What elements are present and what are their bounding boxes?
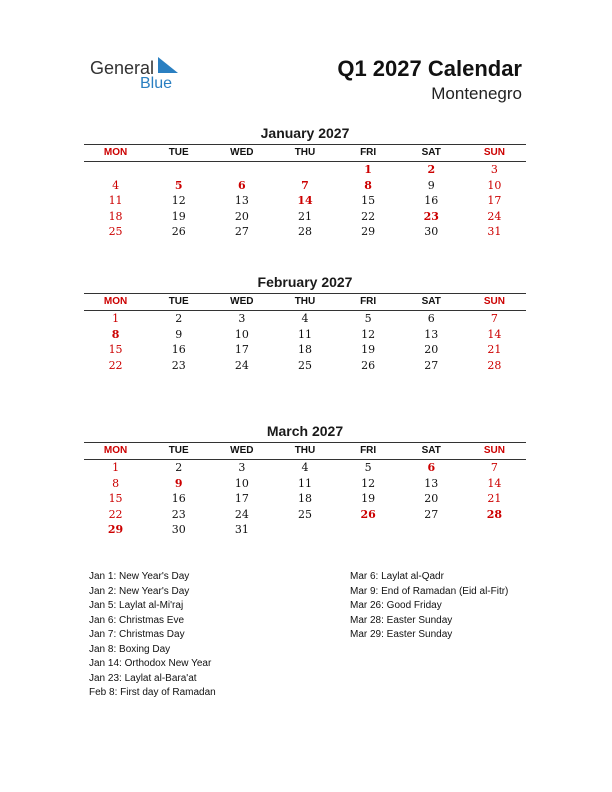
day-cell: 4 (112, 178, 120, 192)
weekday-label: SAT (421, 296, 441, 307)
day-cell: 8 (364, 178, 372, 192)
logo-triangle-icon (158, 57, 178, 73)
day-cell: 16 (171, 492, 186, 505)
holiday-list-right (350, 570, 508, 643)
day-cell: 24 (487, 209, 502, 223)
holiday-entry: Jan 1: New Year's Day (89, 571, 190, 582)
day-cell: 27 (234, 225, 249, 238)
month-title: March 2027 (266, 423, 344, 439)
day-cell: 30 (171, 523, 186, 536)
day-cell: 18 (108, 209, 123, 223)
day-cell: 9 (174, 476, 183, 490)
day-cell: 20 (234, 209, 249, 223)
day-cell: 10 (234, 476, 249, 490)
holiday-entry: Jan 14: Orthodox New Year (89, 658, 212, 669)
day-cell: 6 (427, 312, 435, 325)
empty-day-cell (210, 162, 273, 178)
day-cell: 22 (108, 358, 123, 372)
country-name: Montenegro (431, 84, 522, 103)
day-cell: 23 (423, 209, 439, 223)
day-cell: 16 (424, 194, 439, 207)
day-cell: 9 (427, 178, 435, 192)
day-cell: 2 (427, 163, 436, 176)
day-cell: 22 (108, 507, 123, 521)
holiday-entry: Jan 2: New Year's Day (89, 585, 190, 597)
day-cell: 10 (234, 327, 249, 341)
day-cell: 21 (487, 492, 502, 505)
week-row (84, 193, 526, 209)
week-row (84, 327, 526, 343)
day-cell: 2 (175, 312, 183, 325)
weekday-label: WED (230, 296, 254, 307)
holiday-entry: Mar 6: Laylat al-Qadr (350, 571, 444, 582)
holiday-entry: Mar 28: Easter Sunday (350, 614, 453, 626)
logo (88, 56, 188, 96)
day-cell: 26 (361, 358, 376, 372)
empty-day-cell (337, 522, 400, 538)
day-cell: 26 (360, 507, 376, 521)
day-cell: 15 (108, 492, 123, 505)
day-cell: 29 (107, 523, 124, 536)
empty-day-cell (84, 162, 147, 178)
empty-day-cell (273, 162, 336, 178)
holiday-entry: Mar 29: Easter Sunday (350, 629, 453, 640)
week-row (84, 507, 526, 523)
weekday-label: SAT (421, 147, 441, 158)
day-cell: 23 (171, 358, 186, 372)
day-cell: 25 (108, 225, 123, 238)
week-row (84, 311, 526, 327)
day-cell: 18 (297, 343, 312, 356)
day-cell: 24 (234, 358, 249, 372)
week-row (84, 162, 526, 178)
week-row (84, 491, 526, 507)
day-cell: 25 (297, 507, 312, 521)
day-cell: 17 (234, 492, 249, 505)
day-cell: 28 (487, 358, 502, 372)
page-title: Q1 2027 Calendar (337, 56, 522, 81)
day-cell: 12 (361, 327, 376, 341)
day-cell: 22 (361, 209, 376, 223)
day-cell: 31 (487, 225, 502, 238)
week-row (84, 358, 526, 374)
day-cell: 17 (234, 343, 249, 356)
day-cell: 6 (238, 178, 246, 192)
logo-general-text: General (90, 58, 155, 78)
weekday-label: THU (294, 296, 316, 307)
day-cell: 5 (364, 312, 372, 325)
day-cell: 7 (490, 461, 498, 474)
weekday-label: SUN (483, 445, 505, 456)
weekday-label: WED (230, 147, 254, 158)
week-row (84, 460, 526, 476)
month-january (84, 124, 526, 240)
day-cell: 7 (490, 312, 498, 325)
empty-day-cell (400, 522, 463, 538)
holiday-list-left (89, 570, 216, 701)
day-cell: 13 (424, 476, 439, 490)
day-cell: 14 (487, 327, 502, 341)
weekday-header (84, 293, 526, 311)
weekday-label: THU (294, 445, 316, 456)
month-title: February 2027 (257, 274, 353, 290)
day-cell: 20 (424, 492, 439, 505)
holiday-entry: Jan 6: Christmas Eve (89, 614, 185, 626)
day-cell: 19 (361, 492, 376, 505)
day-cell: 1 (364, 163, 372, 176)
empty-day-cell (147, 162, 210, 178)
day-cell: 28 (486, 507, 503, 521)
month-title: January 2027 (260, 125, 350, 141)
week-row (84, 224, 526, 240)
day-cell: 15 (361, 194, 376, 207)
day-cell: 18 (297, 492, 312, 505)
day-cell: 12 (171, 194, 186, 207)
day-cell: 25 (297, 358, 312, 372)
holiday-entry: Mar 9: End of Ramadan (Eid al-Fitr) (350, 585, 509, 597)
day-cell: 4 (301, 312, 309, 325)
weekday-label: TUE (168, 147, 189, 158)
day-cell: 26 (171, 225, 186, 238)
empty-day-cell (273, 522, 336, 538)
day-cell: 13 (234, 194, 249, 207)
day-cell: 15 (108, 343, 123, 356)
day-cell: 31 (234, 523, 249, 536)
weekday-label: MON (103, 296, 128, 307)
day-cell: 16 (171, 343, 186, 356)
week-row (84, 476, 526, 492)
weekday-label: FRI (360, 147, 377, 158)
day-cell: 11 (297, 476, 312, 490)
day-cell: 3 (238, 312, 246, 325)
day-cell: 8 (111, 327, 120, 341)
weekday-label: TUE (168, 445, 189, 456)
day-cell: 1 (112, 312, 120, 325)
day-cell: 14 (487, 476, 502, 490)
day-cell: 12 (361, 476, 376, 490)
day-cell: 21 (487, 343, 502, 356)
holiday-entry: Jan 8: Boxing Day (89, 643, 171, 655)
weekday-header (84, 144, 526, 162)
day-cell: 5 (174, 178, 183, 192)
weekday-label: FRI (360, 445, 377, 456)
weekday-header (84, 442, 526, 460)
holiday-entry: Mar 26: Good Friday (350, 600, 442, 611)
day-cell: 3 (238, 461, 246, 474)
day-cell: 19 (361, 343, 376, 356)
day-cell: 4 (301, 461, 309, 474)
empty-day-cell (463, 522, 526, 538)
week-row (84, 178, 526, 194)
logo-blue-text: Blue (140, 75, 173, 92)
day-cell: 5 (364, 461, 372, 474)
week-row (84, 342, 526, 358)
weekday-label: WED (230, 445, 254, 456)
day-cell: 8 (112, 476, 120, 490)
day-cell: 3 (490, 163, 498, 176)
weekday-label: SUN (483, 296, 505, 307)
day-cell: 19 (171, 209, 186, 223)
month-march (84, 422, 526, 538)
holiday-entry: Jan 7: Christmas Day (89, 629, 185, 640)
weekday-label: TUE (168, 296, 189, 307)
day-cell: 7 (301, 178, 309, 192)
day-cell: 23 (171, 507, 186, 521)
weekday-label: SUN (483, 147, 505, 158)
day-cell: 14 (297, 194, 313, 207)
day-cell: 27 (424, 507, 439, 521)
day-cell: 28 (297, 225, 312, 238)
weekday-label: MON (103, 147, 128, 158)
day-cell: 27 (424, 358, 439, 372)
day-cell: 2 (175, 461, 183, 474)
week-row (84, 209, 526, 225)
weekday-label: FRI (360, 296, 377, 307)
holiday-entry: Feb 8: First day of Ramadan (89, 687, 216, 698)
weekday-label: SAT (421, 445, 441, 456)
holiday-entry: Jan 23: Laylat al-Bara'at (89, 672, 197, 684)
week-row (84, 522, 526, 538)
day-cell: 9 (175, 327, 183, 341)
day-cell: 24 (234, 507, 249, 521)
day-cell: 17 (487, 194, 502, 207)
holiday-entry: Jan 5: Laylat al-Mi'raj (89, 600, 184, 611)
day-cell: 21 (297, 209, 312, 223)
day-cell: 29 (361, 225, 376, 238)
day-cell: 11 (108, 194, 123, 207)
day-cell: 30 (424, 225, 439, 238)
weekday-label: THU (294, 147, 316, 158)
day-cell: 10 (487, 178, 502, 192)
day-cell: 1 (112, 461, 120, 474)
month-february (84, 273, 526, 373)
day-cell: 6 (427, 461, 436, 474)
weekday-label: MON (103, 445, 128, 456)
day-cell: 13 (424, 327, 439, 341)
day-cell: 20 (424, 343, 439, 356)
day-cell: 11 (297, 327, 312, 341)
